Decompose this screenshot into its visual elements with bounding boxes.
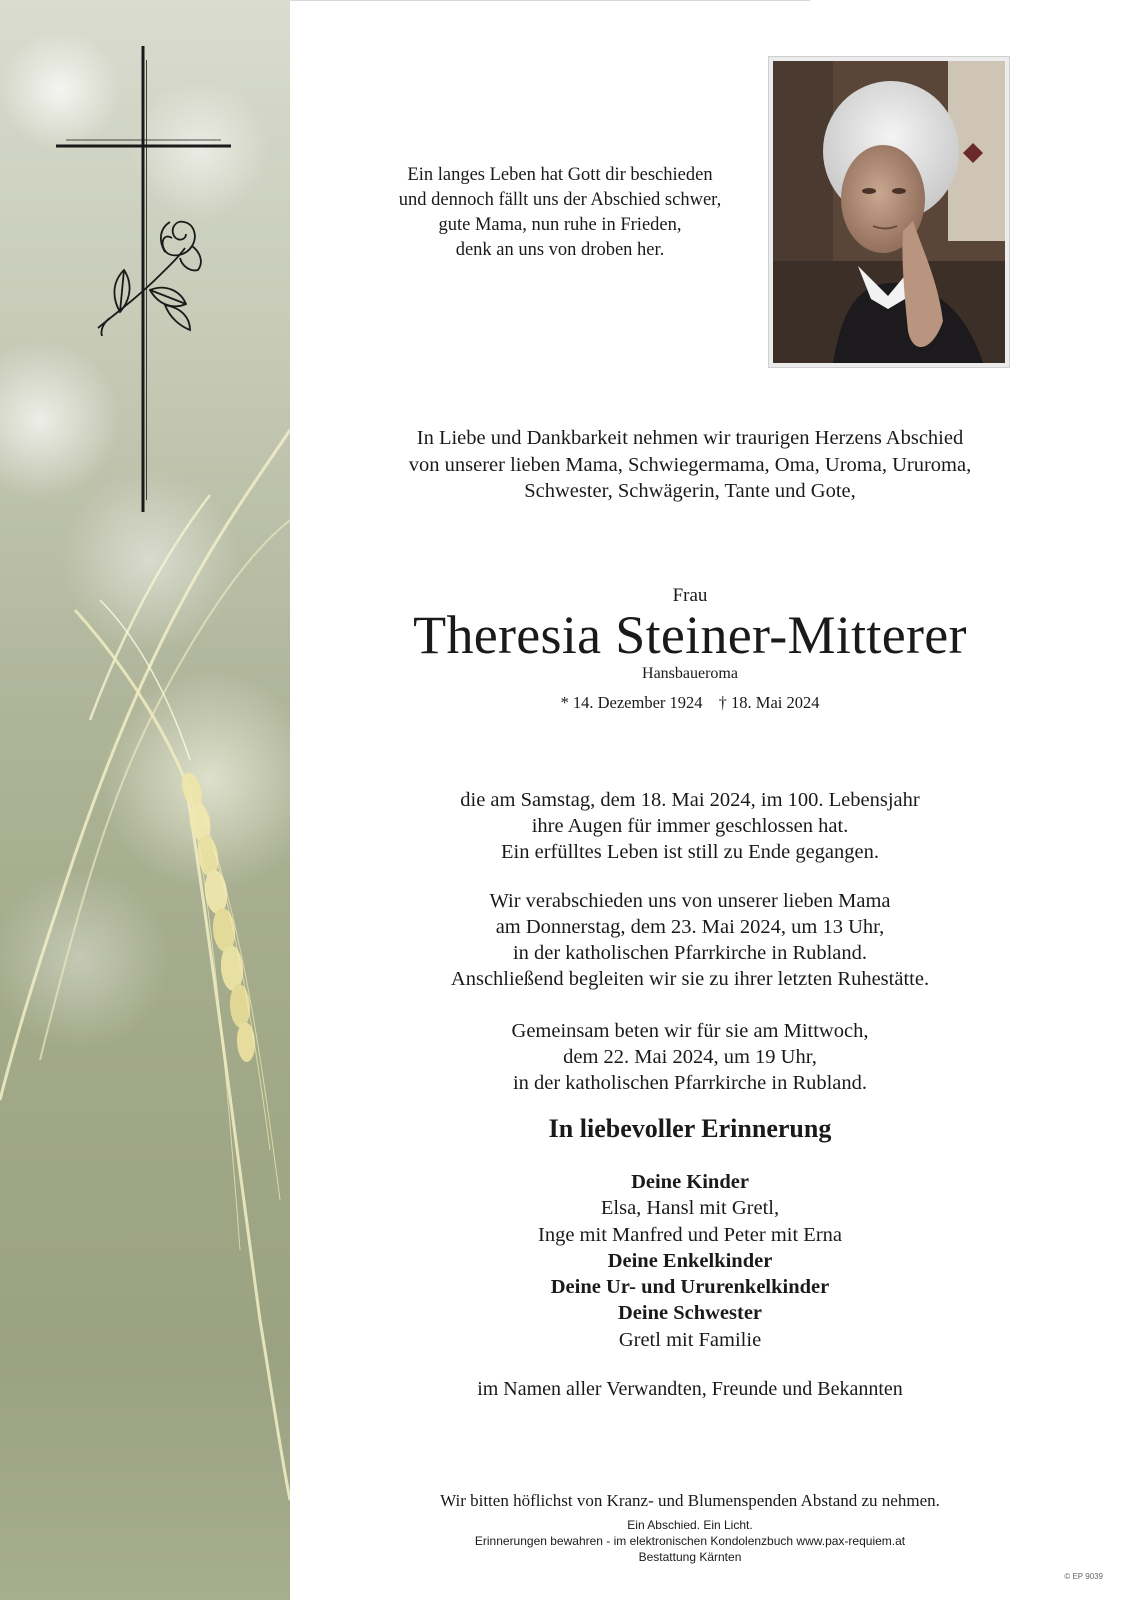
rose-icon bbox=[98, 222, 201, 336]
portrait-photo bbox=[773, 61, 1005, 363]
mourner-names: Inge mit Manfred und Peter mit Erna bbox=[538, 1223, 842, 1246]
deceased-name: Theresia Steiner-Mitterer bbox=[413, 605, 967, 665]
passing-line: ihre Augen für immer geschlossen hat. bbox=[531, 815, 849, 837]
mourner-names: Gretl mit Familie bbox=[618, 1328, 762, 1351]
poem-line: und dennoch fällt uns der Abschied schwer, bbox=[398, 190, 722, 210]
intro-line: von unserer lieben Mama, Schwiegermama, Oma, Uroma, Ururoma, bbox=[408, 453, 972, 476]
decorative-side-panel bbox=[0, 0, 290, 1600]
footer-slogan: Ein Abschied. Ein Licht. bbox=[627, 1518, 753, 1532]
intro-text bbox=[330, 425, 1050, 505]
footer bbox=[330, 1517, 1050, 1565]
prayer-line: Gemeinsam beten wir für sie am Mittwoch, bbox=[511, 1020, 869, 1042]
poem bbox=[330, 163, 790, 263]
salutation: Frau bbox=[672, 585, 708, 606]
prayer-paragraph bbox=[330, 1018, 1050, 1096]
mourner-group-heading: Deine Kinder bbox=[631, 1171, 749, 1193]
intro-line: Schwester, Schwägerin, Tante und Gote, bbox=[524, 480, 856, 502]
passing-line: Ein erfülltes Leben ist still zu Ende gegangen. bbox=[501, 841, 879, 863]
mourner-names: Elsa, Hansl mit Gretl, bbox=[600, 1197, 780, 1220]
footer-condolence: Erinnerungen bewahren - im elektronischen Kondolenzbuch www.pax-requiem.at bbox=[474, 1534, 906, 1548]
poem-line: gute Mama, nun ruhe in Frieden, bbox=[438, 215, 682, 235]
remembrance-heading: In liebevoller Erinnerung bbox=[548, 1114, 832, 1143]
donation-request: Wir bitten höflichst von Kranz- und Blumenspenden Abstand zu nehmen. bbox=[440, 1491, 940, 1510]
portrait-frame bbox=[768, 56, 1010, 368]
top-rule bbox=[290, 0, 810, 1]
funeral-line: am Donnerstag, dem 23. Mai 2024, um 13 Uhr, bbox=[495, 916, 885, 938]
mourner-group-heading: Deine Schwester bbox=[617, 1302, 763, 1325]
mourners-list bbox=[330, 1169, 1050, 1353]
funeral-paragraph bbox=[330, 888, 1050, 992]
poem-line: denk an uns von droben her. bbox=[455, 240, 665, 260]
deceased-nickname: Hansbaueroma bbox=[642, 665, 738, 682]
passing-paragraph bbox=[330, 787, 1050, 865]
footer-undertaker: Bestattung Kärnten bbox=[638, 1550, 742, 1564]
passing-line: die am Samstag, dem 18. Mai 2024, im 100. Lebensjahr bbox=[460, 789, 920, 811]
funeral-line: Anschließend begleiten wir sie zu ihrer letzten Ruhestätte. bbox=[450, 968, 930, 990]
poem-line: Ein langes Leben hat Gott dir beschieden bbox=[407, 165, 713, 185]
wheat-ear-decoration bbox=[0, 0, 290, 1600]
death-date: † 18. Mai 2024 bbox=[718, 693, 820, 712]
cross-icon bbox=[56, 46, 231, 512]
prayer-line: in der katholischen Pfarrkirche in Rubland. bbox=[512, 1072, 868, 1094]
funeral-line: Wir verabschieden uns von unserer lieben Mama bbox=[489, 890, 891, 912]
funeral-line: in der katholischen Pfarrkirche in Rubland. bbox=[512, 942, 868, 964]
mourner-group-heading: Deine Ur- und Ururenkelkinder bbox=[550, 1276, 830, 1299]
life-dates bbox=[490, 693, 890, 713]
relatives-line: im Namen aller Verwandten, Freunde und Bekannten bbox=[477, 1378, 903, 1400]
print-code: © EP 9039 bbox=[1064, 1572, 1103, 1581]
birth-date: * 14. Dezember 1924 bbox=[560, 693, 703, 712]
prayer-line: dem 22. Mai 2024, um 19 Uhr, bbox=[563, 1046, 817, 1068]
intro-line: In Liebe und Dankbarkeit nehmen wir traurigen Herzens Abschied bbox=[416, 427, 964, 449]
mourner-group-heading: Deine Enkelkinder bbox=[607, 1249, 773, 1272]
